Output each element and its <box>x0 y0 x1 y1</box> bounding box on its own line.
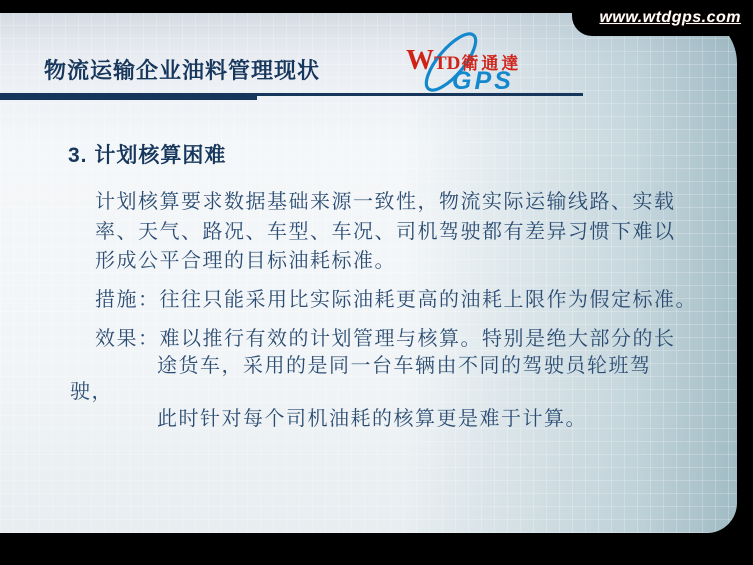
logo-letter-w: W <box>406 45 434 76</box>
effect-line3: 驶， <box>70 381 113 403</box>
slide-content-panel <box>0 13 737 533</box>
header-rule-thick <box>0 93 257 100</box>
logo-chinese-name: 衛通達 <box>461 54 522 73</box>
paragraph1-line3: 形成公平合理的目标油耗标准。 <box>95 250 396 272</box>
effect-line2: 途货车，采用的是同一台车辆由不同的驾驶员轮班驾 <box>157 355 652 377</box>
paragraph1-line1: 计划核算要求数据基础来源一致性，物流实际运输线路、实载 <box>95 191 676 213</box>
website-banner-tab <box>572 0 753 36</box>
page-title: 物流运输企业油料管理现状 <box>44 58 321 83</box>
section-heading: 3. 计划核算困难 <box>68 144 227 167</box>
measure-line: 措施：往往只能采用比实际油耗更高的油耗上限作为假定标准。 <box>95 289 697 311</box>
logo-gps-text: GPS <box>452 67 514 95</box>
website-url: www.wtdgps.com <box>599 9 741 26</box>
paragraph1-line2: 率、天气、路况、车型、车况、司机驾驶都有差异习惯下难以 <box>95 221 676 243</box>
wtd-gps-logo <box>400 30 560 94</box>
effect-line4: 此时针对每个司机油耗的核算更是难于计算。 <box>157 408 587 430</box>
logo-letters-td: TD <box>434 53 461 74</box>
effect-line1: 效果：难以推行有效的计划管理与核算。特别是绝大部分的长 <box>95 328 676 350</box>
